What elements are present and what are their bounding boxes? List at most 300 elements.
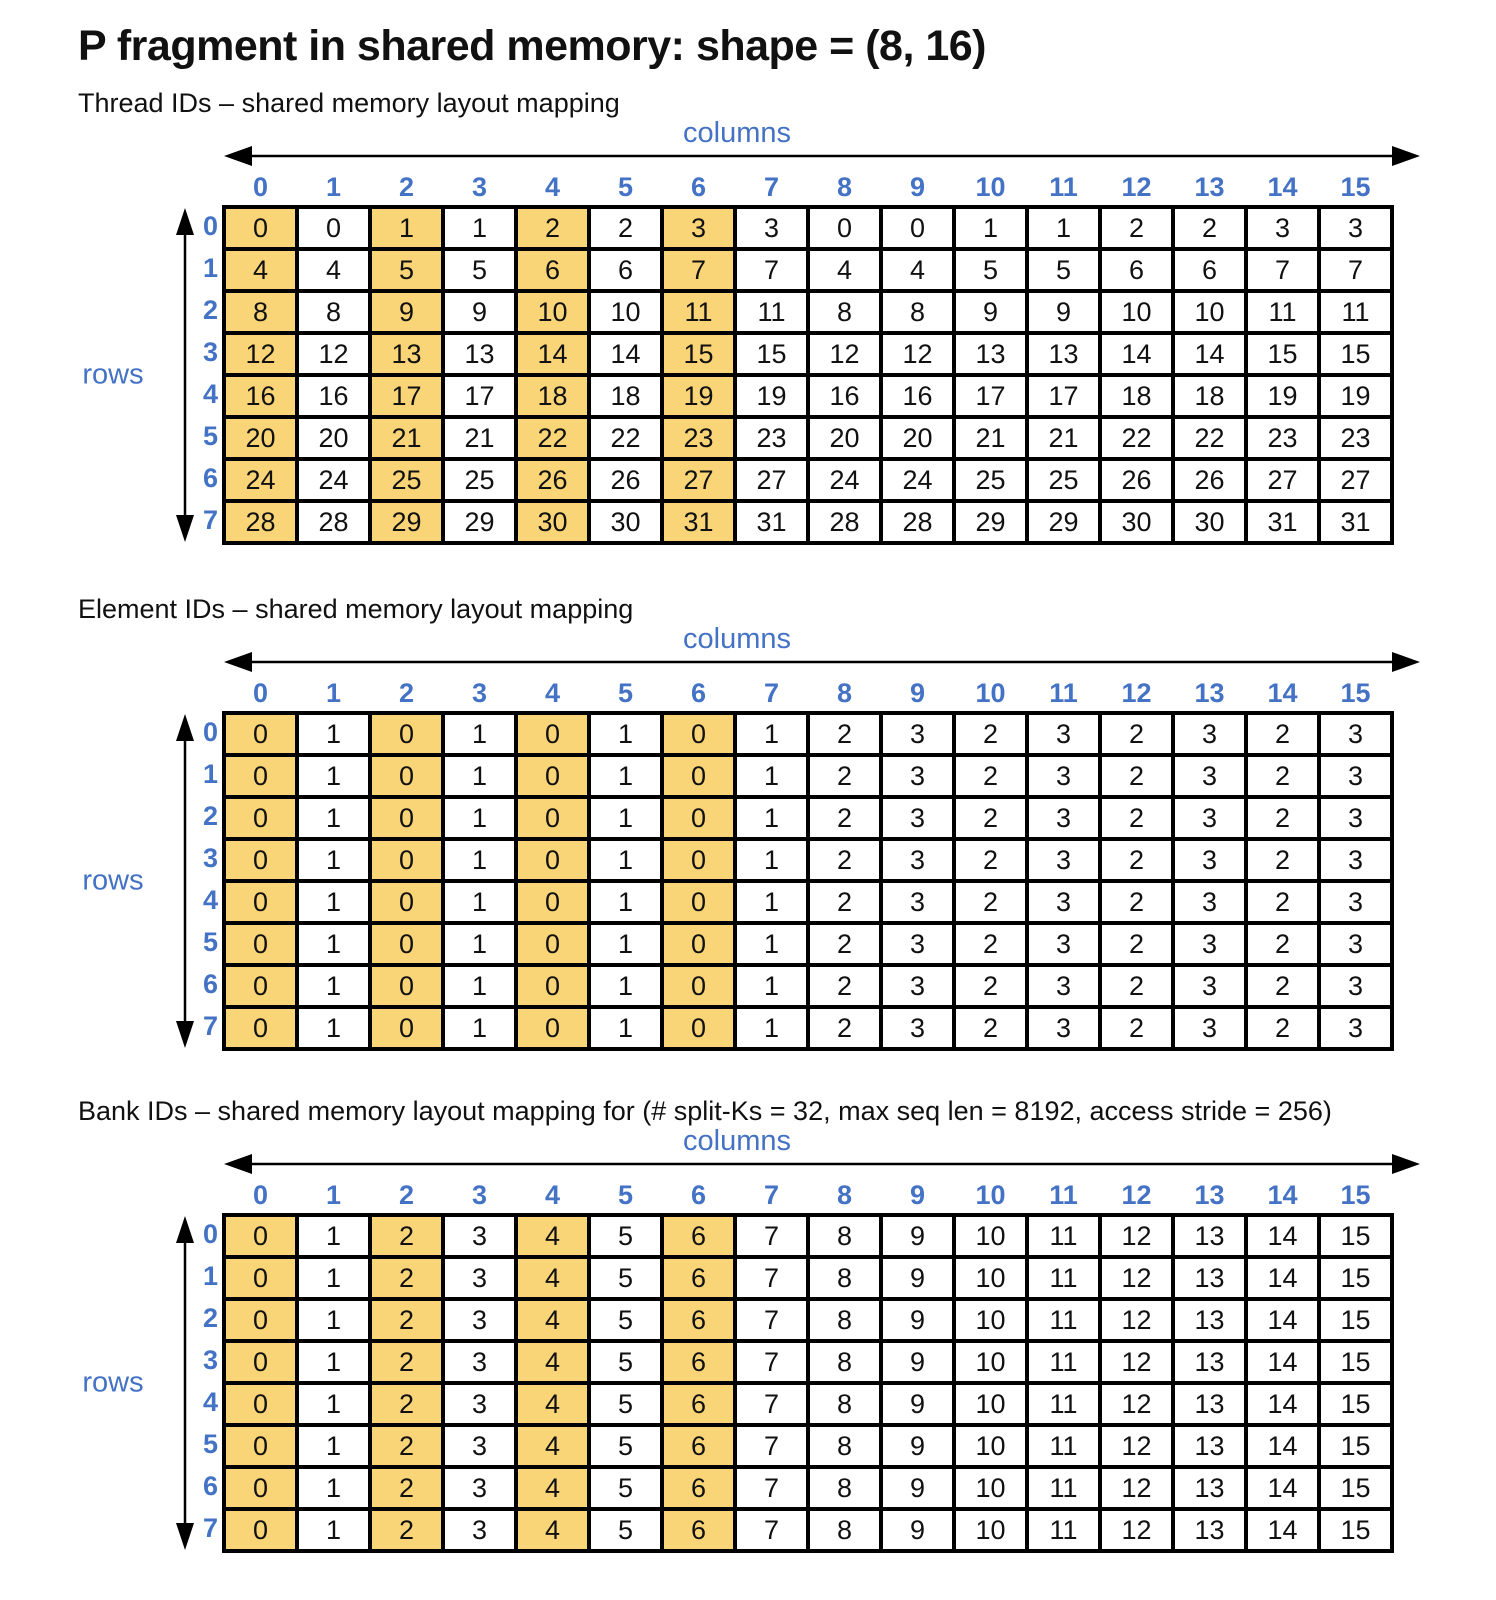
table-cell: 3 — [1319, 797, 1392, 839]
table-cell: 0 — [224, 1509, 297, 1551]
table-cell: 8 — [808, 1215, 881, 1257]
column-header: 4 — [544, 172, 561, 202]
table-cell: 7 — [735, 1425, 808, 1467]
table-cell: 0 — [516, 755, 589, 797]
table-cell: 2 — [808, 797, 881, 839]
column-header: 3 — [471, 678, 488, 708]
table-cell: 19 — [1246, 375, 1319, 417]
table-cell: 1 — [443, 755, 516, 797]
table-cell: 20 — [297, 417, 370, 459]
table-cell: 3 — [1027, 881, 1100, 923]
table-cell: 2 — [370, 1215, 443, 1257]
table-cell: 31 — [1319, 501, 1392, 543]
table-cell: 21 — [954, 417, 1027, 459]
table-cell: 3 — [1027, 923, 1100, 965]
table-cell: 8 — [808, 1425, 881, 1467]
column-header: 6 — [690, 678, 707, 708]
table-cell: 4 — [808, 249, 881, 291]
table-cell: 1 — [735, 797, 808, 839]
table-cell: 3 — [1319, 923, 1392, 965]
column-header: 15 — [1340, 678, 1371, 708]
table-cell: 0 — [224, 207, 297, 249]
table-cell: 2 — [370, 1509, 443, 1551]
columns-extent-arrow-icon — [220, 141, 1424, 171]
table-cell: 1 — [297, 1215, 370, 1257]
table-cell: 2 — [589, 207, 662, 249]
table-cell: 3 — [1173, 881, 1246, 923]
table-cell: 8 — [881, 291, 954, 333]
table-cell: 0 — [516, 923, 589, 965]
row-header: 5 — [202, 421, 218, 451]
table-cell: 0 — [224, 1215, 297, 1257]
table-cell: 3 — [881, 839, 954, 881]
table-cell: 2 — [1246, 881, 1319, 923]
table-cell: 10 — [954, 1215, 1027, 1257]
table-cell: 1 — [370, 207, 443, 249]
table-cell: 3 — [443, 1257, 516, 1299]
table-cell: 0 — [370, 1007, 443, 1049]
section-thread-ids — [78, 88, 1496, 558]
table-cell: 12 — [1100, 1257, 1173, 1299]
table-cell: 0 — [662, 713, 735, 755]
table-cell: 8 — [808, 291, 881, 333]
table-cell: 6 — [662, 1215, 735, 1257]
table-cell: 11 — [1027, 1341, 1100, 1383]
columns-extent-arrow-icon — [220, 647, 1424, 677]
table-cell: 1 — [297, 881, 370, 923]
column-header: 11 — [1049, 678, 1078, 708]
column-headers — [224, 678, 1392, 708]
table-cell: 7 — [735, 249, 808, 291]
table-cell: 3 — [443, 1341, 516, 1383]
table-cell: 3 — [1173, 755, 1246, 797]
table-cell: 28 — [224, 501, 297, 543]
table-cell: 18 — [589, 375, 662, 417]
table-cell: 0 — [224, 1299, 297, 1341]
table-cell: 3 — [881, 755, 954, 797]
table-cell: 4 — [516, 1215, 589, 1257]
table-cell: 1 — [589, 965, 662, 1007]
table-cell: 3 — [881, 1007, 954, 1049]
table-cell: 12 — [808, 333, 881, 375]
table-cell: 15 — [1319, 1425, 1392, 1467]
columns-extent-arrow-icon — [220, 1149, 1424, 1179]
section-bank-ids — [78, 1096, 1496, 1566]
table-cell: 4 — [881, 249, 954, 291]
table-cell: 7 — [1246, 249, 1319, 291]
rows-axis-label: rows — [82, 864, 144, 897]
row-header: 4 — [202, 379, 218, 409]
table-cell: 7 — [735, 1341, 808, 1383]
table-cell: 2 — [1100, 965, 1173, 1007]
table-cell: 3 — [443, 1509, 516, 1551]
table-cell: 19 — [1319, 375, 1392, 417]
row-headers — [176, 711, 218, 1047]
column-header: 8 — [836, 678, 853, 708]
table-cell: 6 — [662, 1509, 735, 1551]
table-cell: 2 — [1246, 755, 1319, 797]
table-cell: 23 — [735, 417, 808, 459]
table-cell: 6 — [662, 1341, 735, 1383]
table-cell: 22 — [1173, 417, 1246, 459]
table-cell: 2 — [1246, 797, 1319, 839]
table-cell: 13 — [1173, 1425, 1246, 1467]
table-cell: 27 — [735, 459, 808, 501]
table-cell: 0 — [662, 839, 735, 881]
table-cell: 2 — [370, 1467, 443, 1509]
table-cell: 9 — [881, 1467, 954, 1509]
column-header: 12 — [1121, 1180, 1152, 1210]
table-cell: 0 — [662, 923, 735, 965]
table-cell: 25 — [370, 459, 443, 501]
table-cell: 27 — [1319, 459, 1392, 501]
table-cell: 1 — [589, 1007, 662, 1049]
memory-grid — [222, 1213, 1394, 1553]
table-cell: 1 — [443, 1007, 516, 1049]
column-header: 8 — [836, 1180, 853, 1210]
table-cell: 6 — [1100, 249, 1173, 291]
table-cell: 21 — [443, 417, 516, 459]
table-cell: 25 — [443, 459, 516, 501]
table-cell: 11 — [1319, 291, 1392, 333]
table-cell: 14 — [1173, 333, 1246, 375]
table-cell: 10 — [954, 1509, 1027, 1551]
table-cell: 0 — [224, 1383, 297, 1425]
table-cell: 20 — [881, 417, 954, 459]
table-cell: 17 — [443, 375, 516, 417]
table-cell: 10 — [954, 1467, 1027, 1509]
table-cell: 1 — [297, 839, 370, 881]
table-cell: 25 — [954, 459, 1027, 501]
columns-axis-label: columns — [683, 623, 791, 655]
table-cell: 7 — [735, 1467, 808, 1509]
table-cell: 1 — [589, 923, 662, 965]
table-cell: 2 — [370, 1341, 443, 1383]
table-cell: 1 — [297, 1425, 370, 1467]
table-cell: 0 — [662, 965, 735, 1007]
table-cell: 26 — [1100, 459, 1173, 501]
column-header: 7 — [763, 172, 780, 202]
table-cell: 3 — [881, 881, 954, 923]
table-cell: 2 — [808, 839, 881, 881]
table-cell: 0 — [808, 207, 881, 249]
table-cell: 31 — [662, 501, 735, 543]
table-cell: 2 — [1100, 881, 1173, 923]
table-cell: 10 — [1173, 291, 1246, 333]
table-cell: 24 — [224, 459, 297, 501]
table-cell: 0 — [662, 881, 735, 923]
table-cell: 3 — [1319, 1007, 1392, 1049]
table-cell: 3 — [1173, 923, 1246, 965]
column-header: 9 — [909, 1180, 926, 1210]
column-headers — [224, 1180, 1392, 1210]
table-cell: 2 — [370, 1299, 443, 1341]
table-cell: 1 — [297, 1467, 370, 1509]
table-cell: 7 — [662, 249, 735, 291]
table-cell: 2 — [954, 965, 1027, 1007]
table-cell: 30 — [589, 501, 662, 543]
table-cell: 5 — [589, 1467, 662, 1509]
table-cell: 0 — [516, 797, 589, 839]
row-header: 5 — [202, 1429, 218, 1459]
table-cell: 6 — [662, 1425, 735, 1467]
column-header: 14 — [1267, 1180, 1298, 1210]
row-header: 2 — [202, 801, 218, 831]
table-cell: 10 — [954, 1299, 1027, 1341]
table-cell: 4 — [224, 249, 297, 291]
table-cell: 5 — [1027, 249, 1100, 291]
table-cell: 6 — [662, 1257, 735, 1299]
column-header: 1 — [325, 172, 342, 202]
table-cell: 1 — [297, 965, 370, 1007]
table-cell: 8 — [808, 1257, 881, 1299]
rows-axis-label: rows — [82, 1366, 144, 1399]
table-cell: 0 — [370, 965, 443, 1007]
memory-grid — [222, 711, 1394, 1051]
column-header: 6 — [690, 1180, 707, 1210]
table-cell: 0 — [224, 1467, 297, 1509]
table-cell: 4 — [297, 249, 370, 291]
table-cell: 18 — [1173, 375, 1246, 417]
table-cell: 0 — [224, 839, 297, 881]
table-cell: 2 — [1100, 1007, 1173, 1049]
column-header: 8 — [836, 172, 853, 202]
table-cell: 15 — [1319, 1299, 1392, 1341]
row-header: 2 — [202, 1303, 218, 1333]
column-header: 1 — [325, 1180, 342, 1210]
column-header: 3 — [471, 1180, 488, 1210]
table-cell: 1 — [954, 207, 1027, 249]
column-header: 7 — [763, 1180, 780, 1210]
table-cell: 2 — [1246, 923, 1319, 965]
table-cell: 1 — [735, 965, 808, 1007]
table-cell: 1 — [1027, 207, 1100, 249]
table-cell: 3 — [1173, 797, 1246, 839]
table-cell: 12 — [1100, 1383, 1173, 1425]
table-cell: 31 — [1246, 501, 1319, 543]
table-cell: 8 — [808, 1467, 881, 1509]
column-header: 1 — [325, 678, 342, 708]
table-cell: 3 — [1319, 839, 1392, 881]
table-cell: 2 — [954, 755, 1027, 797]
table-cell: 11 — [1027, 1299, 1100, 1341]
columns-axis-label: columns — [683, 1125, 791, 1157]
table-cell: 24 — [808, 459, 881, 501]
column-header: 10 — [975, 1180, 1006, 1210]
table-cell: 1 — [297, 1257, 370, 1299]
table-cell: 27 — [662, 459, 735, 501]
column-header: 2 — [398, 678, 415, 708]
table-cell: 28 — [808, 501, 881, 543]
row-header: 0 — [202, 717, 218, 747]
table-cell: 26 — [1173, 459, 1246, 501]
row-header: 4 — [202, 885, 218, 915]
table-cell: 3 — [1319, 755, 1392, 797]
table-cell: 11 — [1027, 1509, 1100, 1551]
table-cell: 27 — [1246, 459, 1319, 501]
row-header: 6 — [202, 969, 218, 999]
table-cell: 2 — [954, 713, 1027, 755]
column-header: 10 — [975, 678, 1006, 708]
table-cell: 2 — [516, 207, 589, 249]
table-cell: 3 — [1319, 965, 1392, 1007]
table-cell: 2 — [808, 713, 881, 755]
table-cell: 14 — [1100, 333, 1173, 375]
table-cell: 1 — [735, 1007, 808, 1049]
table-cell: 22 — [1100, 417, 1173, 459]
table-cell: 1 — [443, 923, 516, 965]
table-cell: 3 — [662, 207, 735, 249]
table-cell: 2 — [370, 1425, 443, 1467]
table-cell: 3 — [1319, 207, 1392, 249]
table-cell: 0 — [224, 923, 297, 965]
page-title: P fragment in shared memory: shape = (8, 16) — [78, 22, 987, 70]
table-cell: 17 — [1027, 375, 1100, 417]
table-cell: 2 — [1173, 207, 1246, 249]
table-cell: 1 — [589, 713, 662, 755]
table-cell: 13 — [1173, 1257, 1246, 1299]
table-cell: 4 — [516, 1467, 589, 1509]
table-cell: 2 — [1100, 713, 1173, 755]
table-cell: 3 — [443, 1467, 516, 1509]
table-cell: 2 — [1246, 1007, 1319, 1049]
table-cell: 3 — [1319, 881, 1392, 923]
table-cell: 1 — [297, 1383, 370, 1425]
table-cell: 1 — [297, 713, 370, 755]
table-cell: 2 — [954, 1007, 1027, 1049]
row-headers — [176, 1213, 218, 1549]
table-cell: 9 — [881, 1341, 954, 1383]
table-cell: 15 — [1319, 1341, 1392, 1383]
table-cell: 0 — [662, 1007, 735, 1049]
table-cell: 1 — [443, 713, 516, 755]
table-cell: 1 — [297, 1007, 370, 1049]
table-cell: 0 — [224, 755, 297, 797]
table-cell: 3 — [1027, 1007, 1100, 1049]
table-cell: 10 — [954, 1425, 1027, 1467]
table-cell: 3 — [1319, 713, 1392, 755]
table-cell: 28 — [297, 501, 370, 543]
table-cell: 13 — [370, 333, 443, 375]
table-cell: 11 — [662, 291, 735, 333]
table-cell: 5 — [589, 1341, 662, 1383]
table-cell: 8 — [808, 1509, 881, 1551]
column-headers — [224, 172, 1392, 202]
table-cell: 0 — [224, 965, 297, 1007]
table-cell: 18 — [516, 375, 589, 417]
table-cell: 15 — [1319, 1215, 1392, 1257]
column-header: 14 — [1267, 678, 1298, 708]
table-cell: 26 — [516, 459, 589, 501]
table-cell: 0 — [224, 881, 297, 923]
table-cell: 2 — [370, 1257, 443, 1299]
table-cell: 15 — [1319, 333, 1392, 375]
table-cell: 9 — [370, 291, 443, 333]
table-area — [82, 623, 1394, 1051]
table-cell: 23 — [1246, 417, 1319, 459]
table-cell: 11 — [1027, 1467, 1100, 1509]
row-header: 3 — [202, 337, 218, 367]
table-cell: 2 — [954, 881, 1027, 923]
table-cell: 1 — [735, 713, 808, 755]
table-cell: 0 — [370, 881, 443, 923]
table-cell: 1 — [589, 755, 662, 797]
row-header: 0 — [202, 1219, 218, 1249]
table-cell: 6 — [662, 1299, 735, 1341]
table-cell: 8 — [808, 1383, 881, 1425]
table-area — [82, 1125, 1394, 1553]
table-cell: 1 — [443, 839, 516, 881]
table-cell: 3 — [443, 1425, 516, 1467]
table-cell: 16 — [808, 375, 881, 417]
table-cell: 11 — [1246, 291, 1319, 333]
table-cell: 1 — [297, 1509, 370, 1551]
table-cell: 13 — [443, 333, 516, 375]
table-cell: 6 — [1173, 249, 1246, 291]
table-cell: 13 — [1173, 1215, 1246, 1257]
table-cell: 13 — [1173, 1383, 1246, 1425]
table-cell: 1 — [297, 923, 370, 965]
table-cell: 30 — [1100, 501, 1173, 543]
table-cell: 0 — [370, 839, 443, 881]
table-cell: 3 — [1027, 839, 1100, 881]
table-cell: 14 — [1246, 1383, 1319, 1425]
table-cell: 3 — [1027, 713, 1100, 755]
table-cell: 15 — [735, 333, 808, 375]
table-cell: 19 — [735, 375, 808, 417]
table-cell: 10 — [954, 1257, 1027, 1299]
column-header: 0 — [252, 172, 269, 202]
table-cell: 24 — [881, 459, 954, 501]
table-cell: 15 — [1319, 1467, 1392, 1509]
table-cell: 5 — [370, 249, 443, 291]
table-cell: 8 — [297, 291, 370, 333]
column-header: 6 — [690, 172, 707, 202]
table-cell: 0 — [370, 755, 443, 797]
row-header: 2 — [202, 295, 218, 325]
table-cell: 9 — [881, 1257, 954, 1299]
table-cell: 17 — [954, 375, 1027, 417]
table-cell: 2 — [1246, 839, 1319, 881]
column-header: 9 — [909, 172, 926, 202]
table-cell: 25 — [1027, 459, 1100, 501]
table-cell: 0 — [516, 965, 589, 1007]
table-cell: 12 — [1100, 1215, 1173, 1257]
row-header: 6 — [202, 1471, 218, 1501]
column-header: 15 — [1340, 1180, 1371, 1210]
table-cell: 5 — [954, 249, 1027, 291]
table-cell: 13 — [954, 333, 1027, 375]
table-cell: 19 — [662, 375, 735, 417]
table-cell: 13 — [1173, 1509, 1246, 1551]
table-cell: 2 — [808, 881, 881, 923]
table-cell: 0 — [224, 797, 297, 839]
table-cell: 1 — [735, 923, 808, 965]
table-cell: 7 — [735, 1383, 808, 1425]
table-cell: 1 — [589, 839, 662, 881]
table-cell: 20 — [224, 417, 297, 459]
table-cell: 17 — [370, 375, 443, 417]
table-cell: 0 — [297, 207, 370, 249]
table-cell: 1 — [297, 1341, 370, 1383]
table-cell: 0 — [881, 207, 954, 249]
table-cell: 20 — [808, 417, 881, 459]
table-cell: 6 — [662, 1383, 735, 1425]
table-cell: 0 — [516, 1007, 589, 1049]
table-cell: 1 — [297, 797, 370, 839]
table-cell: 12 — [1100, 1509, 1173, 1551]
column-header: 4 — [544, 678, 561, 708]
